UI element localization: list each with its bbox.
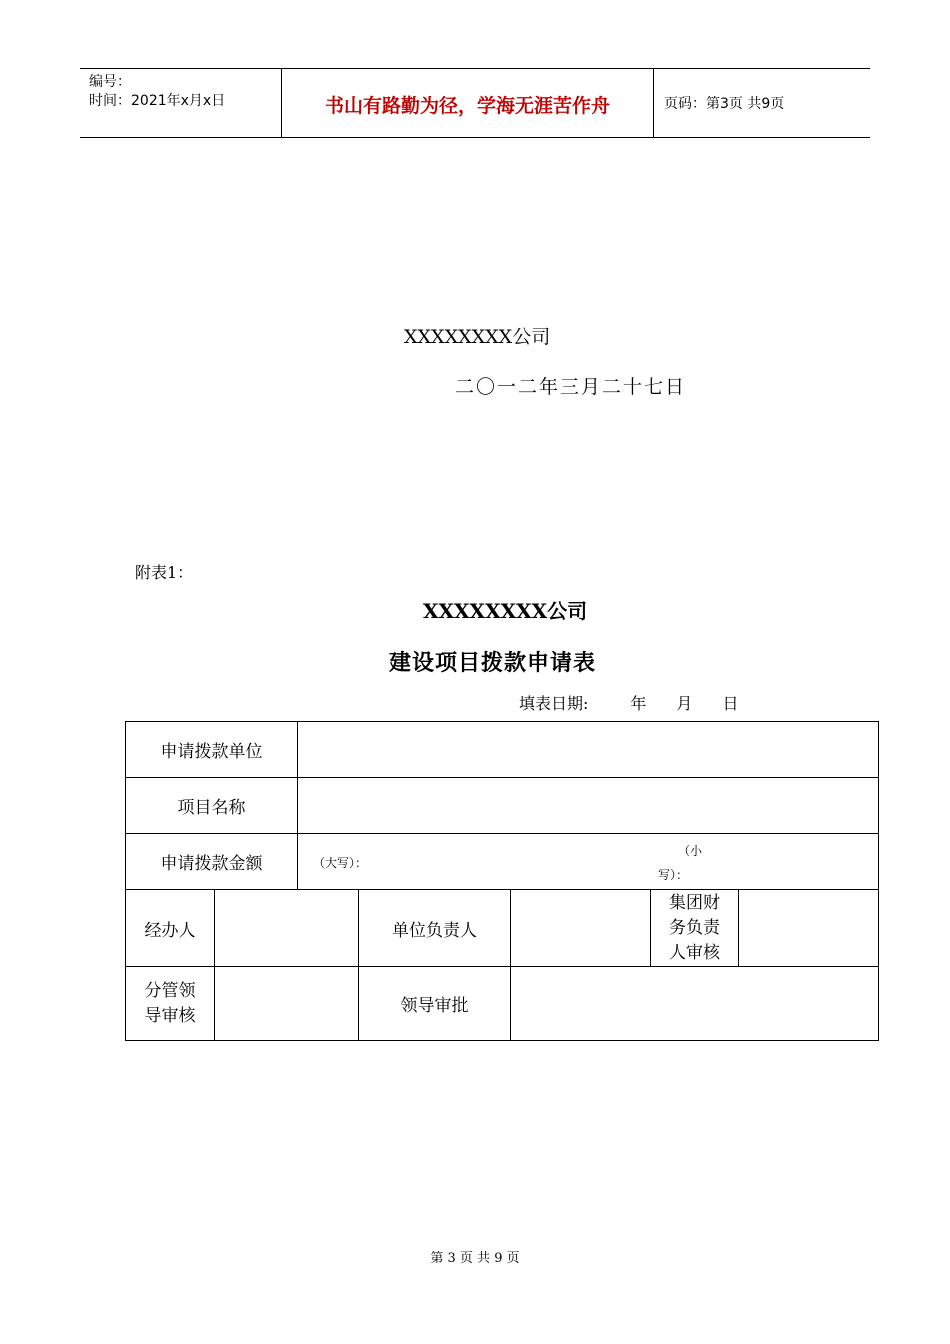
application-form-table <box>125 721 879 1041</box>
header-motto: 书山有路勤为径，学海无涯苦作舟 <box>282 69 654 137</box>
project-name-field[interactable] <box>298 778 878 833</box>
fill-date-day: 日 <box>722 694 739 713</box>
group-finance-field[interactable] <box>739 890 878 966</box>
supervisor-label-line-1: 分管领 <box>144 980 196 1001</box>
document-date: 二〇一二年三月二十七日 <box>455 376 687 398</box>
applicant-unit-label: 申请拨款单位 <box>160 742 263 762</box>
header-page-info: 页码：第3页 共9页 <box>664 96 785 112</box>
fill-date-month: 月 <box>676 694 693 713</box>
leader-approval-field[interactable] <box>511 967 878 1040</box>
supervisor-field[interactable] <box>215 967 358 1040</box>
applicant-unit-field[interactable] <box>298 722 878 777</box>
page-footer: 第 3 页 共 9 页 <box>430 1251 520 1266</box>
group-finance-label-line-3: 人审核 <box>669 942 720 963</box>
group-finance-label <box>651 890 738 966</box>
fill-date-line <box>519 691 738 714</box>
header-meta <box>80 69 282 137</box>
form-company-name: XXXXXXXX公司 <box>423 599 588 623</box>
document-header <box>80 68 870 138</box>
supervisor-label-line-2: 导审核 <box>144 1005 196 1026</box>
amount-field[interactable] <box>298 834 878 889</box>
supervisor-label <box>126 967 214 1040</box>
company-name: XXXXXXXX公司 <box>404 326 551 348</box>
group-finance-label-line-2: 务负责 <box>669 917 720 938</box>
project-name-label: 项目名称 <box>177 798 246 818</box>
amount-lowercase-label-2: 写）： <box>658 868 689 882</box>
unit-head-field[interactable] <box>511 890 650 966</box>
header-number: 编号： <box>89 74 131 90</box>
amount-uppercase-label: （大写）： <box>313 856 368 870</box>
group-finance-label-line-1: 集团财 <box>669 892 720 913</box>
handler-field[interactable] <box>215 890 358 966</box>
fill-date-year: 年 <box>630 694 647 713</box>
amount-label: 申请拨款金额 <box>160 854 263 874</box>
form-title: 建设项目拨款申请表 <box>389 650 597 676</box>
header-time: 时间：2021年x月x日 <box>89 93 226 109</box>
fill-date-label: 填表日期: <box>519 694 589 713</box>
unit-head-label: 单位负责人 <box>392 920 477 941</box>
leader-approval-label: 领导审批 <box>400 996 469 1016</box>
amount-lowercase-label-1: （小 <box>678 844 703 858</box>
handler-label: 经办人 <box>144 920 196 941</box>
annex-label: 附表1： <box>135 563 194 582</box>
